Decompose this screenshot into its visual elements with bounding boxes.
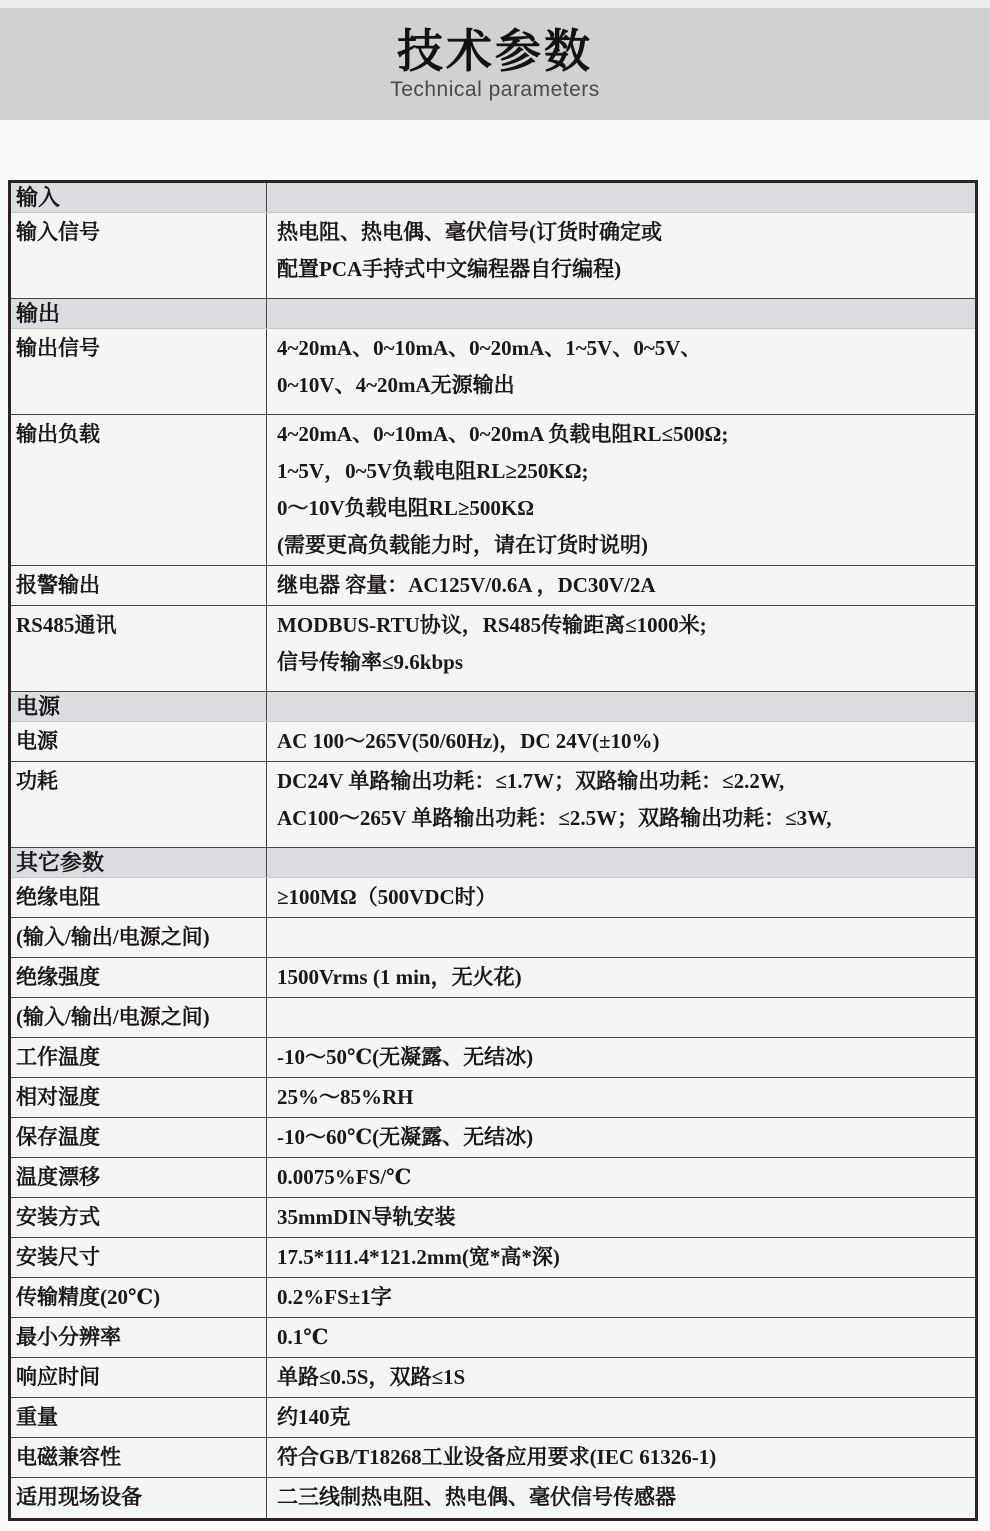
param-value-line: 信号传输率≤9.6kbps [277,650,463,674]
param-value-line: 35mmDIN导轨安装 [277,1205,456,1229]
param-value-line: 1~5V，0~5V负载电阻RL≥250KΩ; [277,459,589,483]
section-row [11,848,975,878]
param-value-line: -10～50℃(无凝露、无结冰) [277,1045,534,1069]
section-value-cell [267,848,975,877]
section-value-cell [267,299,975,328]
param-value-line: 0～10V负载电阻RL≥500KΩ [277,496,535,520]
table-row [11,566,975,606]
param-value-line: 二三线制热电阻、热电偶、毫伏信号传感器 [277,1485,676,1509]
param-label: 最小分辨率 [11,1318,267,1357]
table-row [11,415,975,566]
param-value-cell [267,1358,975,1397]
param-label: 绝缘强度 [11,958,267,997]
param-label: 输出信号 [11,329,267,414]
param-value-line: AC100～265V 单路输出功耗：≤2.5W；双路输出功耗：≤3W, [277,806,832,830]
param-label: 功耗 [11,762,267,847]
param-value-line: 0.2%FS±1字 [277,1285,392,1309]
table-row [11,722,975,762]
param-value-line: 单路≤0.5S，双路≤1S [277,1365,466,1389]
page-title: 技术参数 [397,24,593,77]
table-row [11,1118,975,1158]
param-label: RS485通讯 [11,606,267,691]
table-row [11,1238,975,1278]
param-value-line: 0.1℃ [277,1325,329,1349]
param-value-cell [267,1198,975,1237]
section-label: 输出 [11,299,267,328]
table-row [11,1478,975,1518]
table-row [11,762,975,848]
param-value-cell [267,998,975,1037]
param-value-line: -10～60℃(无凝露、无结冰) [277,1125,534,1149]
table-row [11,1038,975,1078]
param-label: 电源 [11,722,267,761]
param-value-cell [267,918,975,957]
param-value-cell [267,878,975,917]
param-value-line: 1500Vrms (1 min，无火花) [277,965,522,989]
param-label: 绝缘电阻 [11,878,267,917]
param-value-line: 17.5*111.4*121.2mm(宽*高*深) [277,1245,560,1269]
param-value-line: 继电器 容量：AC125V/0.6A ，DC30V/2A [277,573,656,597]
param-value-cell [267,1478,975,1518]
param-value-cell [267,1318,975,1357]
table-row [11,1158,975,1198]
param-label: 保存温度 [11,1118,267,1157]
param-value-cell [267,1438,975,1477]
section-row [11,692,975,722]
param-label: 响应时间 [11,1358,267,1397]
param-value-line: AC 100～265V(50/60Hz)，DC 24V(±10%) [277,729,660,753]
table-row [11,329,975,415]
table-row [11,1078,975,1118]
param-label: 相对湿度 [11,1078,267,1117]
top-strip [0,0,990,8]
param-label: 安装尺寸 [11,1238,267,1277]
section-row [11,183,975,213]
param-value-line: 0~10V、4~20mA无源输出 [277,373,515,397]
param-value-cell [267,958,975,997]
page-header [0,8,990,120]
param-value-line: ≥100MΩ（500VDC时） [277,885,497,909]
table-row [11,878,975,918]
param-value-line: 符合GB/T18268工业设备应用要求(IEC 61326-1) [277,1445,717,1469]
param-value-cell [267,606,975,691]
table-row [11,1198,975,1238]
table-row [11,958,975,998]
param-value-cell [267,1278,975,1317]
param-value-cell [267,762,975,847]
page-subtitle: Technical parameters [390,78,600,102]
param-label: 传输精度(20℃) [11,1278,267,1317]
param-value-line: DC24V 单路输出功耗：≤1.7W；双路输出功耗：≤2.2W, [277,769,785,793]
section-label: 其它参数 [11,848,267,877]
param-label: 报警输出 [11,566,267,605]
param-label: 电磁兼容性 [11,1438,267,1477]
table-row [11,998,975,1038]
param-value-cell [267,1398,975,1437]
param-label: 温度漂移 [11,1158,267,1197]
param-label: 重量 [11,1398,267,1437]
section-row [11,299,975,329]
table-row [11,918,975,958]
param-value-cell [267,1038,975,1077]
param-label: (输入/输出/电源之间) [11,918,267,957]
table-row [11,1318,975,1358]
param-value-cell [267,329,975,414]
param-value-line: (需要更高负载能力时，请在订货时说明) [277,533,648,557]
param-value-cell [267,1158,975,1197]
param-value-cell [267,213,975,298]
param-value-line: 配置PCA手持式中文编程器自行编程) [277,257,622,281]
param-value-cell [267,566,975,605]
param-label: 安装方式 [11,1198,267,1237]
param-value-line: MODBUS-RTU协议，RS485传输距离≤1000米; [277,613,707,637]
table-row [11,1398,975,1438]
table-row [11,606,975,692]
spec-table [8,180,978,1521]
param-label: 适用现场设备 [11,1478,267,1518]
param-value-cell [267,1238,975,1277]
param-value-line: 4~20mA、0~10mA、0~20mA、1~5V、0~5V、 [277,336,702,360]
section-value-cell [267,692,975,721]
param-value-line: 25%～85%RH [277,1085,414,1109]
param-value-line: 4~20mA、0~10mA、0~20mA 负载电阻RL≤500Ω; [277,422,729,446]
param-value-line: 约140克 [277,1405,351,1429]
param-label: 输出负载 [11,415,267,565]
section-value-cell [267,183,975,212]
param-label: 输入信号 [11,213,267,298]
param-label: (输入/输出/电源之间) [11,998,267,1037]
param-value-line: 热电阻、热电偶、毫伏信号(订货时确定或 [277,220,662,244]
table-row [11,1358,975,1398]
table-row [11,213,975,299]
section-label: 输入 [11,183,267,212]
param-value-line: 0.0075%FS/℃ [277,1165,412,1189]
table-row [11,1438,975,1478]
param-label: 工作温度 [11,1038,267,1077]
section-label: 电源 [11,692,267,721]
table-row [11,1278,975,1318]
param-value-cell [267,415,975,565]
param-value-cell [267,1078,975,1117]
param-value-cell [267,722,975,761]
param-value-cell [267,1118,975,1157]
